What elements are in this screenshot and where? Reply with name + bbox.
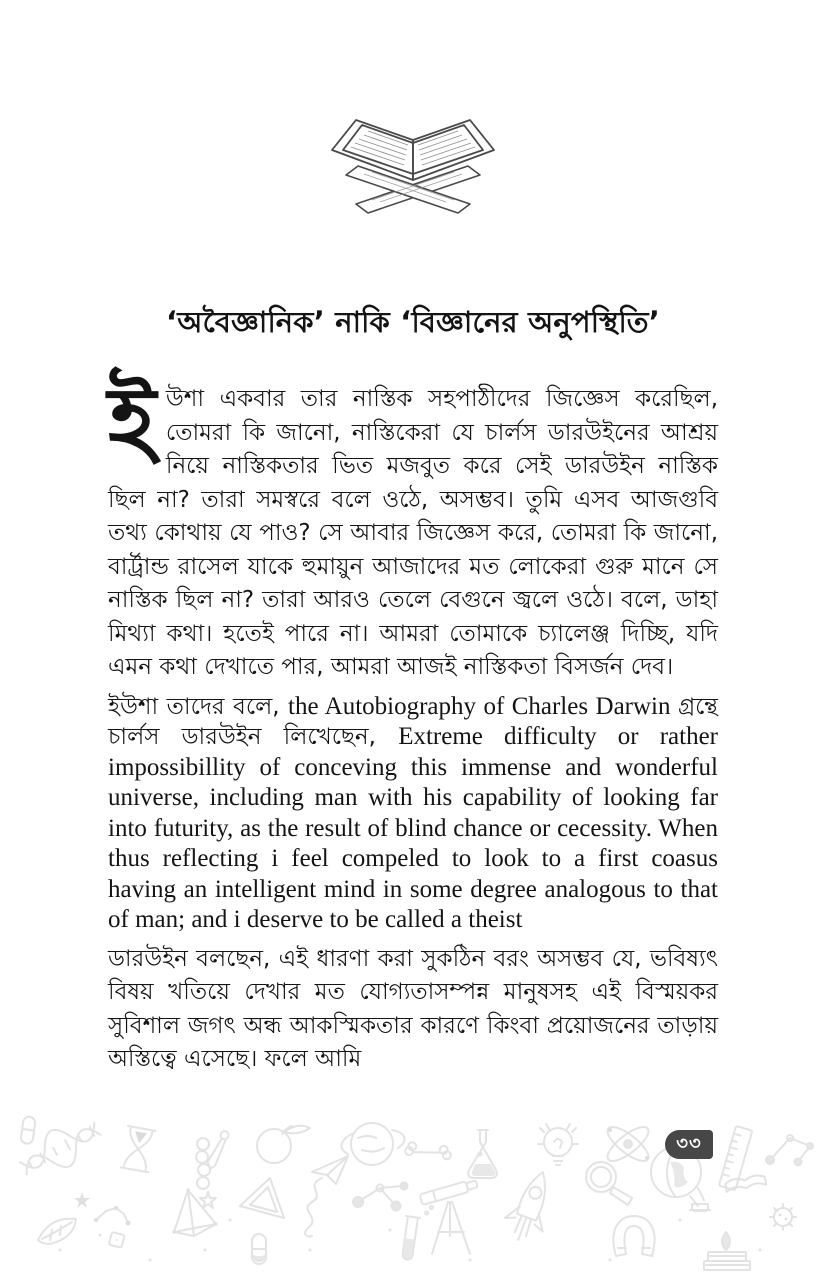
page-number-badge [665,1130,713,1159]
squiggle-icon [305,1178,322,1236]
hourglass-icon [121,1126,156,1172]
paragraph-2 [108,692,718,936]
virus-icon [770,1204,796,1230]
book-doodle-icon [725,1174,766,1192]
flask-icon [468,1130,497,1178]
capsule-icon [252,1234,266,1264]
dropper-icon [206,1129,229,1171]
bulb-icon [538,1124,578,1165]
dice-icon [109,1232,125,1248]
page-title: ‘অবৈজ্ঞানিক’ নাকি ‘বিজ্ঞানের অনুপস্থিতি’ [166,305,660,339]
magnet-icon [613,1216,654,1256]
rocket-icon [499,1165,561,1246]
drop-cap: ই [108,366,156,474]
test-tube-icon [400,1203,433,1262]
candle-icon [704,1232,750,1270]
book-title-english: the Autobiography of Charles Darwin [288,692,678,720]
magnifier-icon [586,1162,632,1205]
dna-icon [14,1111,107,1186]
paragraph-2-bengali-mid: গ্রন্থে চার্লস ডারউইন লিখেছেন, [108,693,718,750]
paragraph-3: ডারউইন বলছেন, এই ধারণা করা সুকঠিন বরং অসম্ভব যে, ভবিষ্যৎ বিষয় খতিয়ে দেখার মত যোগ্যতাসম্পন্ন মানুষসহ এই বিস্ময়কর সুবিশাল জগৎ অন্ধ আকস্মিকতার কারণে কিংবা প্রয়োজনের তাড়ায় অস্তিত্বে এসেছে। ফলে আমি [108,945,718,1072]
paragraph-2-bengali-lead: ইউশা তাদের বলে, [108,693,289,720]
molecule2-icon [766,1135,813,1166]
constellation-icon [94,1206,131,1226]
page-number: ৩৩ [676,1133,702,1154]
paragraph-1-text: উশা একবার তার নাস্তিক সহপাঠীদের জিজ্ঞেস করেছিল, তোমরা কি জানো, নাস্তিকেরা যে চার্লস ডারউইনের আশ্রয় নিয়ে নাস্তিকতার ভিত মজবুত করে সেই ডারউইন নাস্তিক ছিল না? তারা সমস্বরে বলে ওঠে, অসম্ভব। তুমি এসব আজগুবি তথ্য কোথায় যে পাও? সে আবার জিজ্ঞেস করে, তোমরা কি জানো, বার্ট্রান্ড রাসেল যাকে হুমায়ুন আজাদের মত লোকেরা গুরু মানে সে নাস্তিক ছিল না? তারা আরও তেলে বেগুনে জ্বলে ওঠে। বলে, ডাহা মিথ্যা কথা। হতেই পারে না। আমরা তোমাকে চ্যালেঞ্জ দিচ্ছি, যদি এমন কথা দেখাতে পার, আমরা আজই নাস্তিকতা বিসর্জন দেব। [108,386,718,680]
triangle-icon [240,1178,284,1218]
science-doodle-band [0,1100,825,1275]
star2-icon [200,1192,216,1208]
ruler-icon [719,1126,752,1190]
darwin-quote-english: Extreme difficulty or rather impossibillity of conceving this immense and wonderful universe, including man with his capability of looking far into futurity, as the result of blind chance or cecessity. When thus reflecting i feel compeled to look to a first coasus having an intelligent mind in some degree analogous to that of man; and i deserve to be called a theist [108,723,718,933]
paragraph-1 [108,366,718,685]
prism-icon [172,1188,217,1236]
open-book-on-stand-icon [328,110,498,222]
open-book-illustration [328,110,498,222]
telescope-icon [420,1179,479,1254]
leaf-icon [38,1219,76,1244]
bone-icon [404,1135,452,1168]
atom-icon [603,1122,653,1167]
pill-icon [20,1116,36,1144]
molecule-icon [353,1183,408,1211]
apple-icon [257,1126,310,1163]
planet-icon [341,1123,404,1165]
star-icon [74,1192,90,1208]
article [108,300,718,1084]
